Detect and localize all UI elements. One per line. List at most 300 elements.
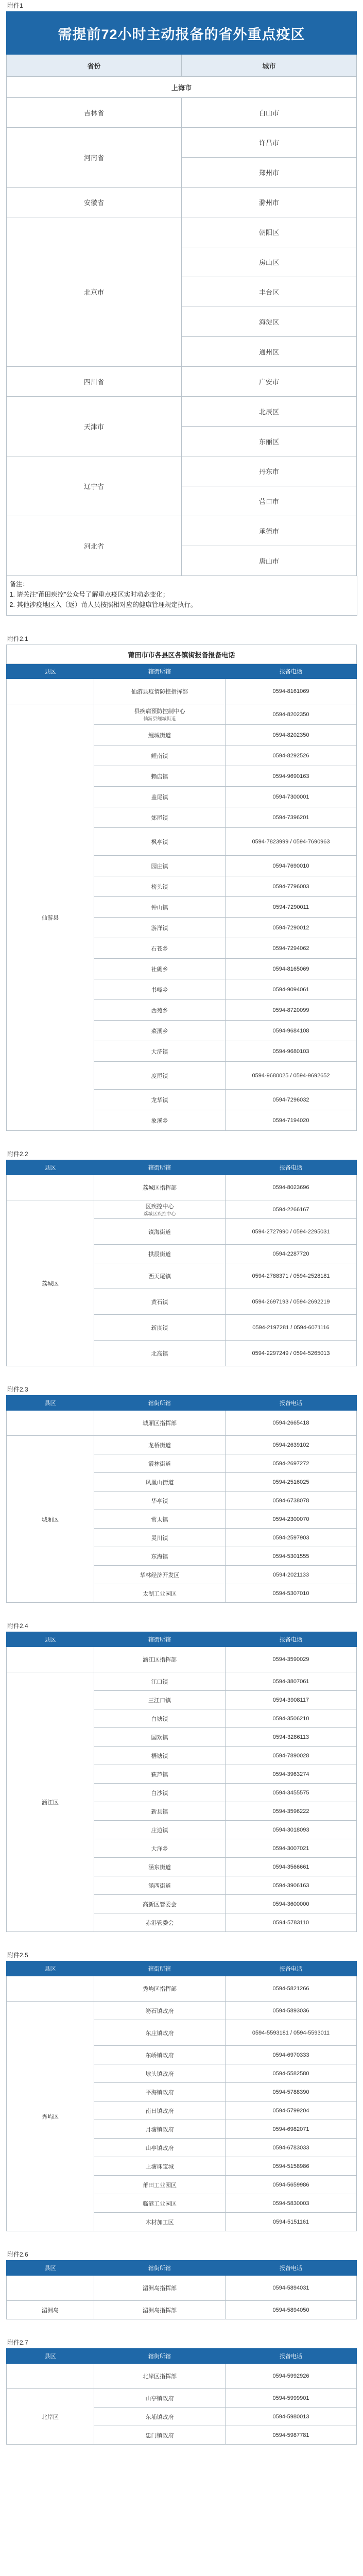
phone-cell: 0594-3807061 bbox=[226, 1672, 357, 1691]
table-row bbox=[7, 1672, 357, 1691]
unit-cell bbox=[94, 2408, 226, 2426]
phone-cell: 0594-7890028 bbox=[226, 1747, 357, 1765]
phone-cell: 0594-2197281 / 0594-6071116 bbox=[226, 1315, 357, 1341]
phone-cell: 0594-3590029 bbox=[226, 1647, 357, 1672]
unit-name: 南日镇政府 bbox=[145, 2108, 174, 2114]
table-row bbox=[6, 128, 356, 158]
unit-name: 东海镇 bbox=[151, 1553, 168, 1560]
unit-cell bbox=[94, 897, 226, 918]
unit-cell bbox=[94, 2046, 226, 2064]
table-row bbox=[7, 679, 357, 704]
unit-cell bbox=[94, 1289, 226, 1315]
phone-cell: 0594-2516025 bbox=[226, 1473, 357, 1492]
unit-name: 赖店镇 bbox=[151, 773, 168, 780]
city-cell: 唐山市 bbox=[181, 546, 356, 576]
unit-cell bbox=[94, 2083, 226, 2102]
unit-name: 石苍乡 bbox=[151, 945, 168, 952]
county-cell: 仙游县 bbox=[7, 704, 94, 1131]
unit-name: 涵东街道 bbox=[148, 1864, 171, 1871]
unit-name: 月塘镇政府 bbox=[145, 2126, 174, 2133]
unit-cell bbox=[94, 2426, 226, 2445]
phone-cell: 0594-8202350 bbox=[226, 704, 357, 725]
phone-cell: 0594-3596222 bbox=[226, 1802, 357, 1821]
unit-cell bbox=[94, 959, 226, 979]
unit-cell bbox=[94, 1802, 226, 1821]
unit-cell bbox=[94, 1529, 226, 1547]
unit-cell bbox=[94, 2157, 226, 2176]
unit-name: 书峰乡 bbox=[151, 987, 168, 993]
spacer bbox=[0, 2445, 363, 2462]
county-table bbox=[6, 2348, 357, 2445]
column-header: 县区 bbox=[7, 664, 94, 679]
unit-name: 山亭镇政府 bbox=[145, 2145, 174, 2151]
phone-cell: 0594-7690010 bbox=[226, 856, 357, 876]
unit-name: 黄石镇 bbox=[151, 1299, 168, 1306]
unit-name: 白沙镇 bbox=[151, 1790, 168, 1797]
phone-cell: 0594-5788390 bbox=[226, 2083, 357, 2102]
table-row bbox=[7, 2301, 357, 2319]
unit-name: 菜溪乡 bbox=[151, 1028, 168, 1035]
unit-name: 梧塘镇 bbox=[151, 1753, 168, 1759]
unit-name: 国欢镇 bbox=[151, 1734, 168, 1741]
phone-cell: 0594-2021133 bbox=[226, 1566, 357, 1584]
unit-cell bbox=[94, 1672, 226, 1691]
unit-name: 区疾控中心 bbox=[145, 1204, 174, 1210]
unit-cell bbox=[94, 1110, 226, 1131]
column-header: 报备电话 bbox=[226, 1396, 357, 1411]
unit-name: 新县镇 bbox=[151, 1808, 168, 1815]
phone-cell: 0594-2639102 bbox=[226, 1436, 357, 1454]
unit-cell: 荔城区指挥部 bbox=[94, 1175, 226, 1200]
phone-cell: 0594-7823999 / 0594-7690963 bbox=[226, 828, 357, 856]
phone-cell: 0594-5151161 bbox=[226, 2213, 357, 2231]
attachment-tag: 附件2.6 bbox=[7, 2251, 28, 2258]
unit-cell bbox=[94, 1858, 226, 1876]
unit-cell bbox=[94, 1784, 226, 1802]
phone-cell: 0594-5593181 / 0594-5593011 bbox=[226, 2020, 357, 2046]
unit-cell bbox=[94, 2064, 226, 2083]
county-cell: 秀屿区 bbox=[7, 2002, 94, 2231]
table-row bbox=[7, 2364, 357, 2389]
unit-name: 霞林街道 bbox=[148, 1461, 171, 1467]
city-cell: 许昌市 bbox=[181, 128, 356, 158]
unit-name: 涵西街道 bbox=[148, 1883, 171, 1889]
unit-cell: 仙游县疫情防控指挥部 bbox=[94, 679, 226, 704]
phone-cell: 0594-3286113 bbox=[226, 1728, 357, 1747]
table-row bbox=[6, 367, 356, 397]
table-row bbox=[7, 1200, 357, 1219]
unit-cell bbox=[94, 1263, 226, 1289]
city-cell: 郑州市 bbox=[181, 158, 356, 188]
unit-cell bbox=[94, 876, 226, 897]
phone-cell: 0594-7294062 bbox=[226, 938, 357, 959]
county-table bbox=[6, 1395, 357, 1603]
table-row bbox=[7, 704, 357, 725]
phone-cell: 0594-7290012 bbox=[226, 918, 357, 938]
county-table bbox=[6, 645, 357, 1131]
phone-cell: 0594-2697193 / 0594-2692219 bbox=[226, 1289, 357, 1315]
phone-cell: 0594-5894050 bbox=[226, 2301, 357, 2319]
table-row bbox=[7, 1436, 357, 1454]
city-cell: 丹东市 bbox=[181, 456, 356, 486]
attachment-tag: 附件2.1 bbox=[7, 635, 28, 642]
unit-name: 镇海街道 bbox=[148, 1229, 171, 1235]
column-header: 辖街所辖 bbox=[94, 2349, 226, 2364]
province-cell: 辽宁省 bbox=[6, 456, 181, 516]
city-cell: 通州区 bbox=[181, 337, 356, 367]
phone-cell: 0594-5980013 bbox=[226, 2408, 357, 2426]
phone-cell: 0594-6738078 bbox=[226, 1492, 357, 1510]
unit-cell bbox=[94, 1691, 226, 1709]
phone-cell: 0594-6783033 bbox=[226, 2139, 357, 2157]
phone-cell: 0594-9094061 bbox=[226, 979, 357, 1000]
unit-cell bbox=[94, 766, 226, 787]
phone-cell: 0594-9690163 bbox=[226, 766, 357, 787]
unit-note: 仙游县鲤城街道 bbox=[143, 716, 176, 721]
province-cell: 四川省 bbox=[6, 367, 181, 397]
unit-cell bbox=[94, 1436, 226, 1454]
unit-name: 枫亭镇 bbox=[151, 839, 168, 845]
phone-cell: 0594-5799204 bbox=[226, 2102, 357, 2120]
column-header: 县区 bbox=[7, 2349, 94, 2364]
city-cell: 房山区 bbox=[181, 247, 356, 277]
unit-cell bbox=[94, 1876, 226, 1895]
phone-cell: 0594-5893036 bbox=[226, 2002, 357, 2020]
unit-cell bbox=[94, 1895, 226, 1913]
unit-cell bbox=[94, 856, 226, 876]
phone-cell: 0594-2266167 bbox=[226, 1200, 357, 1219]
county-cell-empty bbox=[7, 1976, 94, 2002]
table-row bbox=[6, 397, 356, 427]
attachment-tag: 附件2.3 bbox=[7, 1386, 28, 1393]
unit-cell bbox=[94, 787, 226, 807]
unit-cell bbox=[94, 979, 226, 1000]
county-cell: 城厢区 bbox=[7, 1436, 94, 1603]
unit-cell bbox=[94, 1341, 226, 1366]
phone-cell: 0594-2665418 bbox=[226, 1411, 357, 1436]
unit-name: 郊尾镇 bbox=[151, 815, 168, 821]
phone-cell: 0594-3455575 bbox=[226, 1784, 357, 1802]
unit-cell bbox=[94, 1000, 226, 1021]
unit-cell bbox=[94, 2194, 226, 2213]
phone-cell: 0594-2697272 bbox=[226, 1454, 357, 1473]
phone-cell: 0594-7796003 bbox=[226, 876, 357, 897]
attachment-tag: 附件2.2 bbox=[7, 1150, 28, 1158]
unit-cell: 秀屿区指挥部 bbox=[94, 1976, 226, 2002]
unit-cell bbox=[94, 1021, 226, 1041]
province-cell: 天津市 bbox=[6, 397, 181, 456]
county-cell: 荔城区 bbox=[7, 1200, 94, 1366]
phone-cell: 0594-5987781 bbox=[226, 2426, 357, 2445]
phone-cell: 0594-5894031 bbox=[226, 2276, 357, 2301]
phone-cell: 0594-9684108 bbox=[226, 1021, 357, 1041]
unit-cell bbox=[94, 1062, 226, 1090]
unit-cell bbox=[94, 1245, 226, 1263]
phone-cell: 0594-5659986 bbox=[226, 2176, 357, 2194]
phone-cell: 0594-9680025 / 0594-9692652 bbox=[226, 1062, 357, 1090]
spacer bbox=[0, 2319, 363, 2337]
province-cell: 安徽省 bbox=[6, 188, 181, 217]
attachment-tag: 附件2.5 bbox=[7, 1952, 28, 1959]
unit-cell bbox=[94, 725, 226, 745]
phone-cell: 0594-3963274 bbox=[226, 1765, 357, 1784]
unit-cell bbox=[94, 2176, 226, 2194]
unit-name: 高新区管委会 bbox=[143, 1901, 177, 1908]
unit-name: 平海镇政府 bbox=[145, 2089, 174, 2096]
note-line: 1. 请关注“莆田疾控”公众号了解重点疫区实时动态变化； bbox=[9, 591, 169, 598]
phone-cell: 0594-7194020 bbox=[226, 1110, 357, 1131]
phone-cell: 0594-3506210 bbox=[226, 1709, 357, 1728]
column-header: 报备电话 bbox=[226, 2261, 357, 2276]
unit-cell bbox=[94, 1041, 226, 1062]
phone-cell: 0594-8165069 bbox=[226, 959, 357, 979]
column-header: 县区 bbox=[7, 1961, 94, 1976]
column-header: 县区 bbox=[7, 1396, 94, 1411]
spacer bbox=[0, 1603, 363, 1620]
spacer bbox=[0, 616, 363, 633]
city-cell: 朝阳区 bbox=[181, 217, 356, 247]
column-header: 辖街所辖 bbox=[94, 1632, 226, 1647]
unit-cell bbox=[94, 1839, 226, 1858]
column-header: 辖街所辖 bbox=[94, 1961, 226, 1976]
phone-cell: 0594-2287720 bbox=[226, 1245, 357, 1263]
county-cell-empty bbox=[7, 2364, 94, 2389]
column-header: 县区 bbox=[7, 2261, 94, 2276]
table-row bbox=[7, 1976, 357, 2002]
unit-cell bbox=[94, 828, 226, 856]
phone-cell: 0594-2297249 / 0594-5265013 bbox=[226, 1341, 357, 1366]
unit-name: 莆田工业园区 bbox=[143, 2182, 177, 2189]
unit-name: 庄边镇 bbox=[151, 1827, 168, 1834]
city-cell: 白山市 bbox=[181, 98, 356, 128]
phone-cell: 0594-5821266 bbox=[226, 1976, 357, 2002]
unit-name: 拱辰街道 bbox=[148, 1251, 171, 1258]
city-cell: 丰台区 bbox=[181, 277, 356, 307]
county-table bbox=[6, 1160, 357, 1366]
unit-cell bbox=[94, 1492, 226, 1510]
unit-cell bbox=[94, 1473, 226, 1492]
column-header: 县区 bbox=[7, 1160, 94, 1175]
city-cell: 广安市 bbox=[181, 367, 356, 397]
province-cell: 河北省 bbox=[6, 516, 181, 576]
unit-cell bbox=[94, 1547, 226, 1566]
phone-cell: 0594-3566661 bbox=[226, 1858, 357, 1876]
county-cell-empty bbox=[7, 1411, 94, 1436]
phone-cell: 0594-3018093 bbox=[226, 1821, 357, 1839]
phone-cell: 0594-3600000 bbox=[226, 1895, 357, 1913]
table-row bbox=[6, 456, 356, 486]
phone-cell: 0594-6970333 bbox=[226, 2046, 357, 2064]
phone-cell: 0594-9680103 bbox=[226, 1041, 357, 1062]
unit-cell bbox=[94, 1566, 226, 1584]
unit-cell bbox=[94, 1219, 226, 1245]
table-row bbox=[6, 188, 356, 217]
table-row bbox=[7, 1647, 357, 1672]
phone-cell: 0594-3908117 bbox=[226, 1691, 357, 1709]
table-title: 需提前72小时主动报备的省外重点疫区 bbox=[6, 12, 356, 55]
column-header: 报备电话 bbox=[226, 1632, 357, 1647]
unit-name: 萩芦镇 bbox=[151, 1771, 168, 1778]
attachment-tag: 附件2.4 bbox=[7, 1622, 28, 1630]
phone-cell: 0594-5307010 bbox=[226, 1584, 357, 1603]
table-row bbox=[6, 516, 356, 546]
city-cell: 海淀区 bbox=[181, 307, 356, 337]
unit-name: 鲤南镇 bbox=[151, 753, 168, 759]
unit-name: 西苑乡 bbox=[151, 1007, 168, 1014]
unit-name: 社硎乡 bbox=[151, 966, 168, 973]
unit-name: 大洋乡 bbox=[151, 1845, 168, 1852]
phone-cell: 0594-5301555 bbox=[226, 1547, 357, 1566]
unit-name: 北高镇 bbox=[151, 1350, 168, 1357]
unit-cell bbox=[94, 807, 226, 828]
county-cell-empty bbox=[7, 1175, 94, 1200]
unit-cell bbox=[94, 1765, 226, 1784]
unit-name: 度尾镇 bbox=[151, 1073, 168, 1079]
unit-cell: 城厢区指挥部 bbox=[94, 1411, 226, 1436]
unit-cell bbox=[94, 1510, 226, 1529]
unit-name: 凤凰山街道 bbox=[145, 1479, 174, 1486]
province-cell: 北京市 bbox=[6, 217, 181, 367]
unit-cell bbox=[94, 918, 226, 938]
phone-cell: 0594-5999901 bbox=[226, 2389, 357, 2408]
phone-cell: 0594-8161069 bbox=[226, 679, 357, 704]
unit-name: 江口镇 bbox=[151, 1679, 168, 1685]
phone-cell: 0594-8202350 bbox=[226, 725, 357, 745]
unit-name: 灵川镇 bbox=[151, 1535, 168, 1541]
unit-name: 忠门镇政府 bbox=[145, 2432, 174, 2439]
phone-cell: 0594-7396201 bbox=[226, 807, 357, 828]
unit-cell bbox=[94, 1913, 226, 1932]
notes-box bbox=[6, 576, 357, 616]
phone-cell: 0594-7296032 bbox=[226, 1090, 357, 1110]
unit-cell bbox=[94, 1200, 226, 1219]
county-cell-empty bbox=[7, 2276, 94, 2301]
header-city: 城市 bbox=[181, 55, 356, 77]
column-header: 报备电话 bbox=[226, 2349, 357, 2364]
unit-cell bbox=[94, 745, 226, 766]
unit-cell bbox=[94, 1709, 226, 1728]
phone-cell: 0594-2300070 bbox=[226, 1510, 357, 1529]
column-header: 报备电话 bbox=[226, 664, 357, 679]
unit-cell bbox=[94, 2301, 226, 2319]
header-province: 省份 bbox=[6, 55, 181, 77]
unit-cell bbox=[94, 2213, 226, 2231]
unit-name: 龙桥街道 bbox=[148, 1442, 171, 1449]
unit-name: 华亭镇 bbox=[151, 1498, 168, 1504]
unit-cell bbox=[94, 1821, 226, 1839]
unit-name: 白塘镇 bbox=[151, 1716, 168, 1722]
city-cell: 北辰区 bbox=[181, 397, 356, 427]
unit-name: 县疾病预防控制中心 bbox=[134, 708, 185, 715]
city-cell: 东丽区 bbox=[181, 427, 356, 456]
unit-name: 盖尾镇 bbox=[151, 794, 168, 801]
unit-name: 湄洲岛指挥部 bbox=[143, 2307, 177, 2314]
phone-cell: 0594-2597903 bbox=[226, 1529, 357, 1547]
unit-cell bbox=[94, 938, 226, 959]
county-cell: 北岸区 bbox=[7, 2389, 94, 2445]
unit-name: 三江口镇 bbox=[148, 1697, 171, 1704]
unit-cell bbox=[94, 2102, 226, 2120]
city-cell: 承德市 bbox=[181, 516, 356, 546]
phone-cell: 0594-5992926 bbox=[226, 2364, 357, 2389]
unit-name: 鲤城街道 bbox=[148, 732, 171, 739]
county-cell-empty bbox=[7, 679, 94, 704]
table-row bbox=[7, 1411, 357, 1436]
attachment-tag: 附件2.7 bbox=[7, 2339, 28, 2346]
phone-cell: 0594-5582580 bbox=[226, 2064, 357, 2083]
note-line: 2. 其他涉疫地区入（返）莆人员按照相对应的健康管理规定执行。 bbox=[9, 601, 197, 608]
phone-cell: 0594-6982071 bbox=[226, 2120, 357, 2139]
unit-cell bbox=[94, 1315, 226, 1341]
county-table bbox=[6, 1961, 357, 2231]
unit-cell bbox=[94, 2020, 226, 2046]
unit-name: 太湖工业园区 bbox=[143, 1590, 177, 1597]
table-row bbox=[6, 98, 356, 128]
phone-cell: 0594-8023696 bbox=[226, 1175, 357, 1200]
county-cell: 涵江区 bbox=[7, 1672, 94, 1932]
table-row bbox=[7, 1175, 357, 1200]
section-title: 莆田市市各县区各镇街报备报备电话 bbox=[7, 645, 357, 664]
county-cell: 湄洲岛 bbox=[7, 2301, 94, 2319]
spacer bbox=[0, 1932, 363, 1950]
unit-name: 西天尾镇 bbox=[148, 1273, 171, 1280]
unit-cell: 北岸区指挥部 bbox=[94, 2364, 226, 2389]
unit-cell bbox=[94, 2139, 226, 2157]
unit-name: 木材加工区 bbox=[145, 2219, 174, 2226]
phone-cell: 0594-5830003 bbox=[226, 2194, 357, 2213]
unit-name: 新度镇 bbox=[151, 1325, 168, 1331]
unit-cell bbox=[94, 1747, 226, 1765]
phone-cell: 0594-5158986 bbox=[226, 2157, 357, 2176]
phone-cell: 0594-7290011 bbox=[226, 897, 357, 918]
column-header: 辖街所辖 bbox=[94, 1160, 226, 1175]
phone-cell: 0594-8720099 bbox=[226, 1000, 357, 1021]
spacer bbox=[0, 1131, 363, 1148]
phone-cell: 0594-8292526 bbox=[226, 745, 357, 766]
unit-name: 赤港管委会 bbox=[145, 1920, 174, 1926]
unit-name: 华林经济开发区 bbox=[140, 1572, 180, 1579]
spacer bbox=[0, 1366, 363, 1384]
county-table bbox=[6, 2260, 357, 2319]
column-header: 辖街所辖 bbox=[94, 2261, 226, 2276]
table-row bbox=[7, 2389, 357, 2408]
column-header: 辖街所辖 bbox=[94, 664, 226, 679]
phone-cell: 0594-2788371 / 0594-2528181 bbox=[226, 1263, 357, 1289]
unit-cell bbox=[94, 1728, 226, 1747]
city-cell: 滁州市 bbox=[181, 188, 356, 217]
unit-cell bbox=[94, 2120, 226, 2139]
province-cell: 吉林省 bbox=[6, 98, 181, 128]
unit-name: 笏石镇政府 bbox=[145, 2008, 174, 2014]
column-header: 报备电话 bbox=[226, 1961, 357, 1976]
table-row bbox=[7, 2276, 357, 2301]
phone-cell: 0594-3906163 bbox=[226, 1876, 357, 1895]
province-cell: 河南省 bbox=[6, 128, 181, 188]
unit-name: 龙华镇 bbox=[151, 1097, 168, 1104]
unit-name: 山亭镇政府 bbox=[145, 2395, 174, 2402]
unit-name: 东峤镇政府 bbox=[145, 2052, 174, 2059]
unit-name: 埭头镇政府 bbox=[145, 2071, 174, 2077]
unit-cell bbox=[94, 1584, 226, 1603]
unit-name: 东庄镇政府 bbox=[145, 2030, 174, 2037]
unit-cell bbox=[94, 1454, 226, 1473]
unit-cell: 涵江区指挥部 bbox=[94, 1647, 226, 1672]
spacer bbox=[0, 2231, 363, 2249]
unit-name: 东埔镇政府 bbox=[145, 2414, 174, 2420]
table-row bbox=[7, 2002, 357, 2020]
column-header: 报备电话 bbox=[226, 1160, 357, 1175]
unit-name: 象溪乡 bbox=[151, 1117, 168, 1124]
